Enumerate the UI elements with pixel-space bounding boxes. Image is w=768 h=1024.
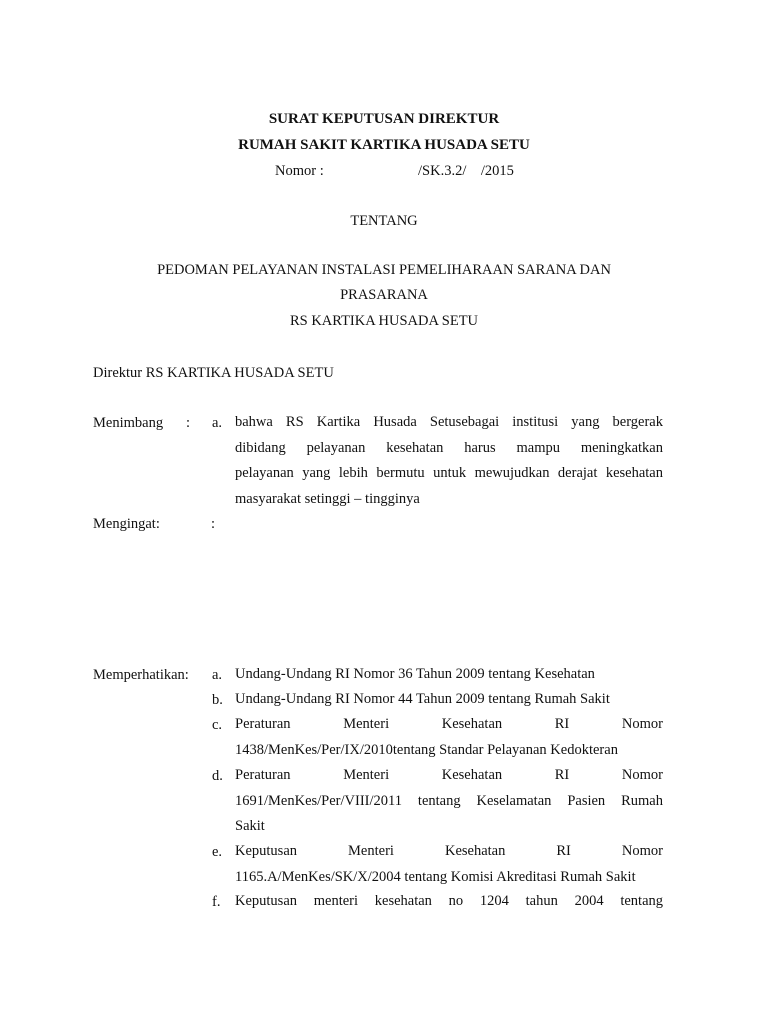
text-line: 1165.A/MenKes/SK/X/2004 tentang Komisi Akreditasi Rumah Sakit <box>235 868 636 885</box>
subject-line-2: PRASARANA <box>340 287 428 303</box>
text-line: bahwa RS Kartika Husada Setusebagai institusi yang bergerak <box>235 414 663 430</box>
text-line: pelayanan yang lebih bermutu untuk mewujudkan derajat kesehatan <box>235 465 663 481</box>
list-letter: b. <box>212 692 223 708</box>
text-line: Keputusan menteri kesehatan no 1204 tahun 2004 tentang <box>235 893 663 909</box>
mengingat-label: Mengingat: <box>93 516 160 532</box>
text-line: Undang-Undang RI Nomor 44 Tahun 2009 tentang Rumah Sakit <box>235 691 610 707</box>
subject-line-1: PEDOMAN PELAYANAN INSTALASI PEMELIHARAAN SARANA DAN <box>157 262 611 278</box>
hospital-name-title: RUMAH SAKIT KARTIKA HUSADA SETU <box>238 137 530 153</box>
list-item <box>235 712 663 763</box>
list-letter: c. <box>212 717 223 733</box>
text-line: dibidang pelayanan kesehatan harus mampu meningkatkan <box>235 439 663 456</box>
mengingat-colon: : <box>211 516 216 532</box>
decree-title: SURAT KEPUTUSAN DIREKTUR <box>268 111 500 127</box>
menimbang-letter: a. <box>212 415 223 431</box>
list-letter: f. <box>212 894 221 910</box>
tentang-heading: TENTANG <box>350 213 418 229</box>
nomor-label: Nomor : <box>275 163 324 179</box>
menimbang-colon: : <box>186 415 191 431</box>
nomor-value: /SK.3.2/ /2015 <box>418 163 514 179</box>
text-line: Undang-Undang RI Nomor 36 Tahun 2009 tentang Kesehatan <box>235 666 595 682</box>
list-letter: d. <box>212 768 223 784</box>
text-line: Keputusan Menteri Kesehatan RI Nomor <box>235 843 663 859</box>
text-line: Sakit <box>235 818 265 834</box>
text-line: 1691/MenKes/Per/VIII/2011 tentang Keselamatan Pasien Rumah <box>235 792 663 809</box>
list-item <box>235 763 663 840</box>
list-item <box>235 662 663 688</box>
list-item <box>235 839 663 890</box>
text-line: Peraturan Menteri Kesehatan RI Nomor <box>235 716 663 732</box>
text-line: Peraturan Menteri Kesehatan RI Nomor <box>235 767 663 783</box>
list-item <box>235 687 663 713</box>
memperhatikan-label: Memperhatikan: <box>93 667 189 683</box>
list-letter: a. <box>212 667 223 683</box>
director-line: Direktur RS KARTIKA HUSADA SETU <box>93 365 334 381</box>
text-line: masyarakat setinggi – tingginya <box>235 490 420 507</box>
text-line: 1438/MenKes/Per/IX/2010tentang Standar Pelayanan Kedokteran <box>235 741 618 758</box>
menimbang-label: Menimbang <box>93 415 164 431</box>
menimbang-text <box>235 410 663 512</box>
list-letter: e. <box>212 844 223 860</box>
list-item <box>235 889 663 915</box>
subject-line-3: RS KARTIKA HUSADA SETU <box>289 313 479 329</box>
